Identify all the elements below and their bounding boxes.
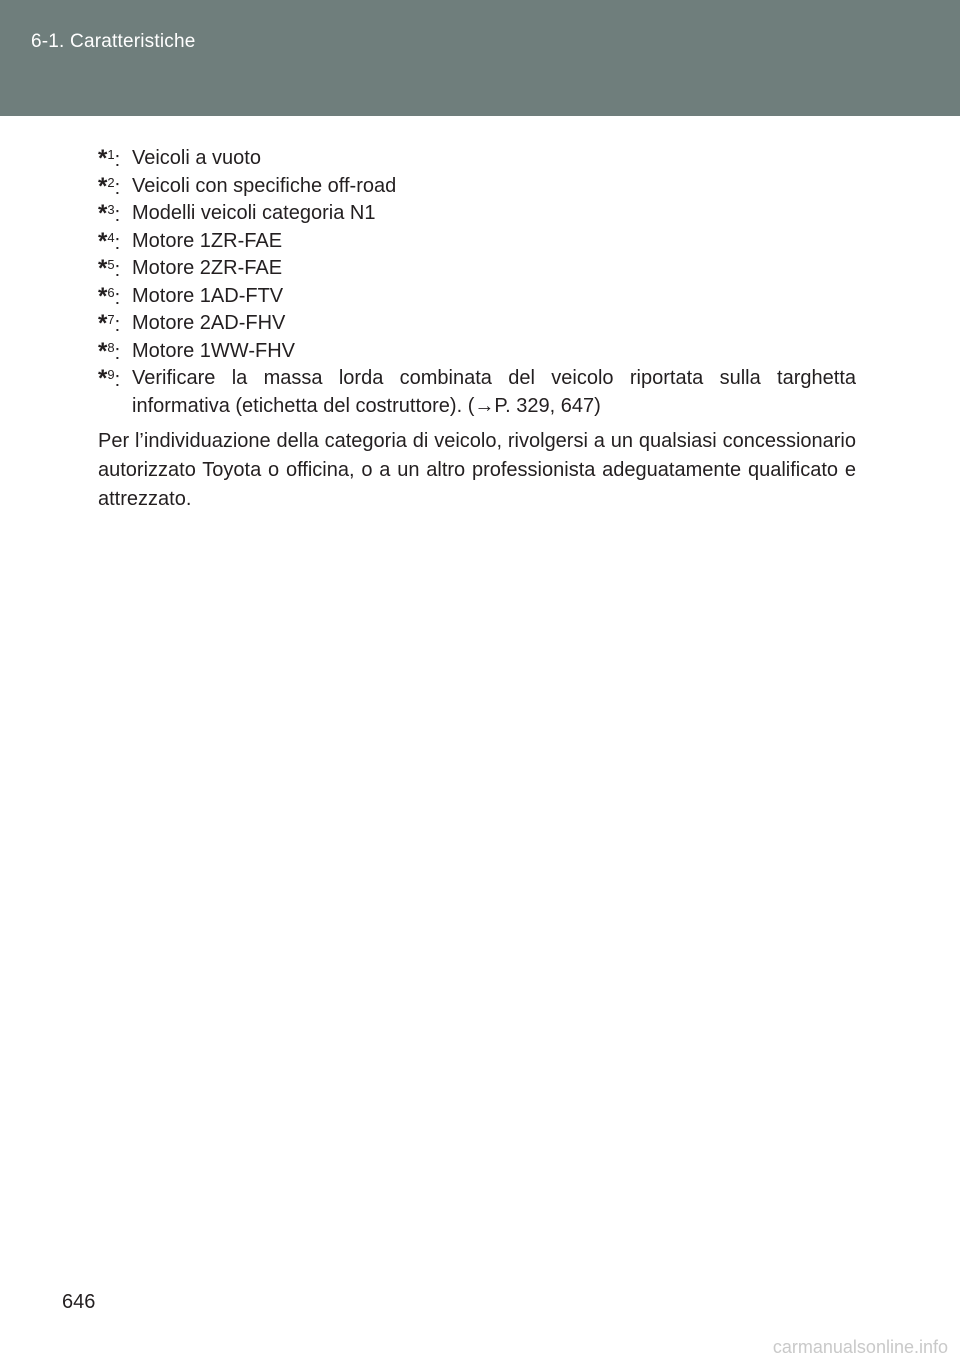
page-header: [0, 0, 960, 116]
footnote-number: 5: [107, 257, 115, 272]
footnote-number: 3: [107, 202, 115, 217]
footnote-text: Veicoli a vuoto: [132, 147, 261, 169]
footnote-number: 9: [107, 367, 115, 382]
watermark: carmanualsonline.info: [772, 1337, 948, 1357]
footnote-number: 6: [107, 284, 115, 300]
footnote-8: *$^8$: Motore 1WW-FHV: [98, 337, 295, 365]
footnote-text: Motore 1WW-FHV: [132, 339, 295, 362]
footnote-mark: *: [98, 200, 108, 227]
footnote-number: 7: [107, 312, 115, 327]
footnote-text: Modelli veicoli categoria N1: [132, 202, 376, 224]
footnote-text: Motore 2ZR-FAE: [132, 257, 283, 279]
footnote-2: *$^2$: Veicoli con specifiche off-road: [98, 172, 397, 200]
footnote-6: *$^6$: Motore 1AD-FTV: [98, 282, 284, 310]
footnote-mark: *: [98, 337, 108, 365]
footnote-mark: *: [98, 310, 108, 337]
footnote-9: *$^9$: Verificare la massa lorda combinata del veicolo riportata sulla targhetta informativa (etichetta del costruttore). (→P. 329, 647): [98, 365, 856, 417]
page-content: [98, 145, 856, 534]
footnote-mark: *: [98, 282, 108, 310]
footnote-3: *$^3$: Modelli veicoli categoria N1: [98, 200, 376, 227]
footnote-mark: *: [98, 227, 108, 255]
footnote-text: Verificare la massa lorda combinata del veicolo riportata sulla targhetta informativa (etichetta del costruttore). (→P. 329, 647): [132, 367, 856, 417]
footnote-4: *$^4$: Motore 1ZR-FAE: [98, 227, 283, 255]
footnote-number: 1: [107, 147, 115, 162]
section-title: 6-1. Caratteristiche: [31, 31, 196, 52]
footnote-mark: *: [98, 145, 108, 172]
footnote-mark: *: [98, 255, 108, 282]
page-number: 646: [62, 1291, 96, 1313]
footnote-5: *$^5$: Motore 2ZR-FAE: [98, 255, 283, 282]
footnote-text: Motore 2AD-FHV: [132, 312, 286, 334]
footnote-number: 4: [107, 229, 115, 245]
footnote-text: Veicoli con specifiche off-road: [132, 174, 397, 197]
footnote-1: *$^1$: Veicoli a vuoto: [98, 145, 261, 172]
footnote-text: Motore 1ZR-FAE: [132, 229, 283, 252]
footnote-mark: *: [98, 365, 108, 392]
body-paragraph: Per l’individuazione della categoria di veicolo, rivolgersi a un qualsiasi concessionario autorizzato Toyota o officina, o a un altro professionista adeguatamente qualificato e attrezzato.: [98, 430, 856, 510]
footnote-mark: *: [98, 172, 108, 200]
footnote-text: Motore 1AD-FTV: [132, 284, 284, 307]
footnote-number: 2: [107, 174, 115, 190]
footnote-7: *$^7$: Motore 2AD-FHV: [98, 310, 286, 337]
footnote-number: 8: [107, 339, 115, 355]
